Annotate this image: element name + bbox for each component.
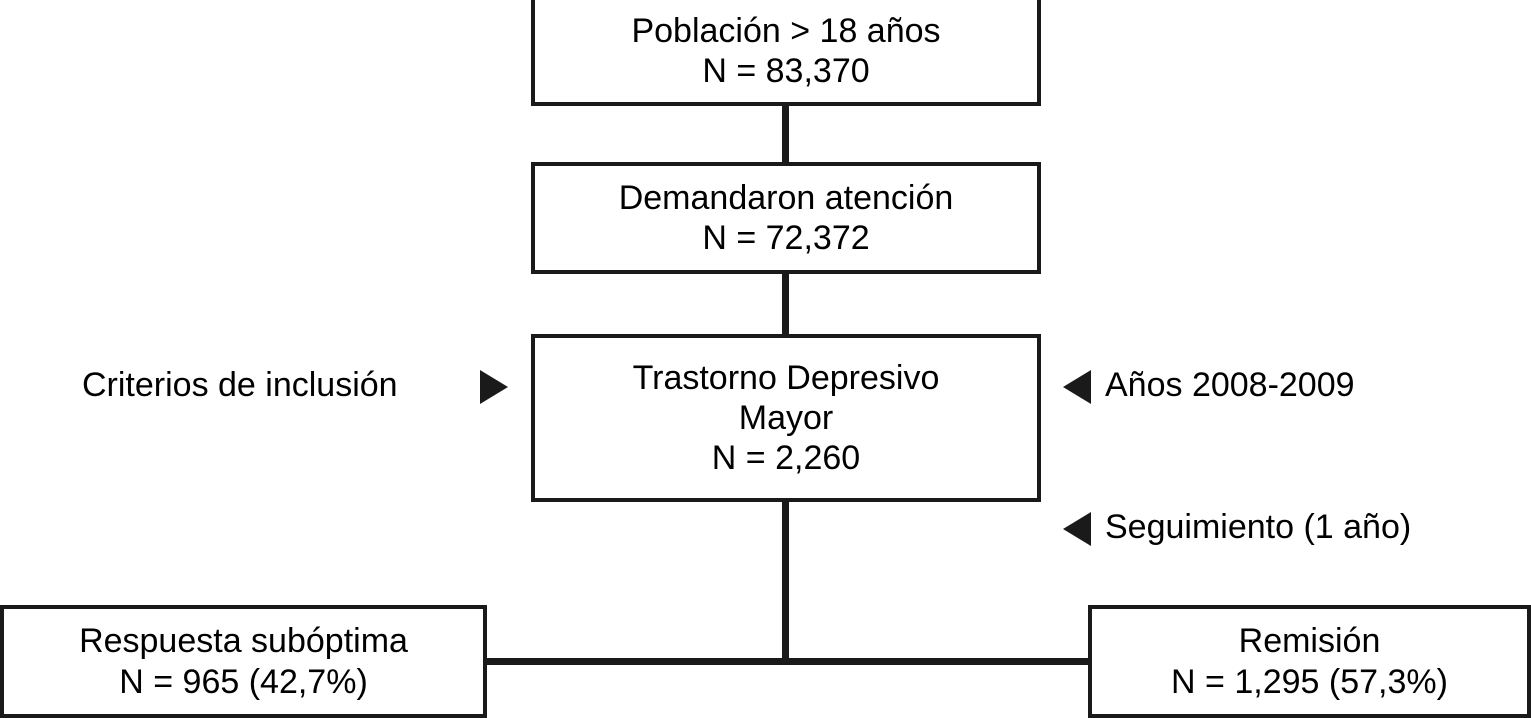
care-demand-label: Demandaron atención	[618, 178, 954, 217]
connector-outcomes-horizontal	[485, 658, 1090, 665]
followup-label: Seguimiento (1 año)	[1105, 508, 1412, 546]
inclusion-criteria-label: Criterios de inclusión	[82, 366, 398, 404]
population-count: N = 83,370	[702, 52, 870, 90]
remission-label: Remisión	[1238, 622, 1381, 661]
population-box	[531, 0, 1041, 106]
care-demand-box	[531, 162, 1041, 274]
mdd-label-line2: Mayor	[738, 398, 834, 437]
population-label: Población > 18 años	[631, 11, 941, 50]
suboptimal-response-box	[0, 605, 487, 718]
major-depressive-disorder-box	[531, 334, 1041, 502]
mdd-label-line1: Trastorno Depresivo	[632, 358, 940, 397]
connector-care-to-mdd	[782, 274, 789, 335]
suboptimal-response-label: Respuesta subóptima	[79, 622, 408, 661]
connector-population-to-care	[782, 106, 789, 163]
suboptimal-response-count: N = 965 (42,7%)	[119, 662, 368, 701]
connector-mdd-to-outcomes	[782, 502, 789, 661]
arrow-left-icon	[1063, 370, 1091, 404]
care-demand-count: N = 72,372	[702, 219, 870, 257]
study-years-label: Años 2008-2009	[1105, 366, 1355, 404]
arrow-right-icon	[480, 370, 508, 404]
arrow-left-icon	[1063, 512, 1091, 546]
mdd-count: N = 2,260	[711, 439, 861, 478]
remission-count: N = 1,295 (57,3%)	[1171, 662, 1448, 701]
remission-box	[1088, 605, 1531, 718]
